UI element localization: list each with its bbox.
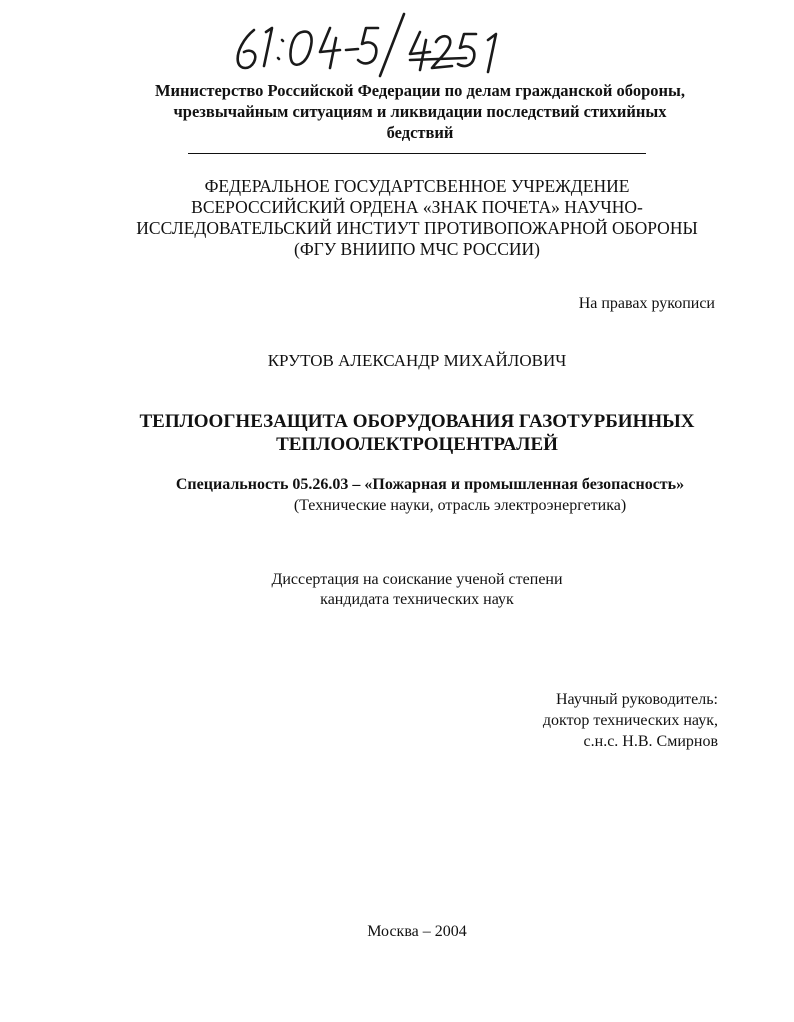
institution-line-2: ВСЕРОССИЙСКИЙ ОРДЕНА «ЗНАК ПОЧЕТА» НАУЧНО- <box>191 197 643 217</box>
title-line-1: ТЕПЛООГНЕЗАЩИТА ОБОРУДОВАНИЯ ГАЗОТУРБИННЫХ <box>139 411 695 432</box>
institution-line-4: (ФГУ ВНИИПО МЧС РОССИИ) <box>294 239 540 259</box>
institution-line-1: ФЕДЕРАЛЬНОЕ ГОСУДАРТСВЕННОЕ УЧРЕЖДЕНИЕ <box>204 176 630 196</box>
handwritten-archive-code-drawing <box>226 10 526 80</box>
supervisor-line-1: Научный руководитель: <box>555 691 718 708</box>
degree-statement <box>150 570 684 610</box>
ministry-line-2: чрезвычайным ситуациям и ликвидации последствий стихийных <box>173 102 667 121</box>
title-line-2: ТЕПЛООЛЕКТРОЦЕНТРАЛЕЙ <box>276 434 558 455</box>
degree-line-1: Диссертация на соискание ученой степени <box>271 571 563 588</box>
header-divider <box>188 153 646 154</box>
ministry-header <box>110 80 730 143</box>
institution-block <box>100 176 734 260</box>
ministry-line-3: бедствий <box>386 123 454 142</box>
ministry-line-1: Министерство Российской Федерации по делам гражданской обороны, <box>154 81 686 100</box>
handwritten-archive-code <box>226 10 526 80</box>
institution-line-3: ИССЛЕДОВАТЕЛЬСКИЙ ИНСТИУТ ПРОТИВОПОЖАРНОЙ ОБОРОНЫ <box>136 218 698 238</box>
city-year: Москва – 2004 <box>367 923 467 940</box>
specialty-code: Специальность 05.26.03 – «Пожарная и промышленная безопасность» <box>175 476 685 493</box>
specialty-field: (Технические науки, отрасль электроэнергетика) <box>293 497 627 514</box>
dissertation-title <box>60 410 774 456</box>
supervisor-line-2: доктор технических наук, <box>542 712 718 729</box>
supervisor-block <box>543 689 718 752</box>
author-name: КРУТОВ АЛЕКСАНДР МИХАЙЛОВИЧ <box>267 351 567 370</box>
supervisor-line-3: с.н.с. Н.В. Смирнов <box>583 733 718 750</box>
manuscript-rights-note: На правах рукописи <box>578 295 715 312</box>
degree-line-2: кандидата технических наук <box>320 591 514 608</box>
specialty-block <box>110 474 750 516</box>
